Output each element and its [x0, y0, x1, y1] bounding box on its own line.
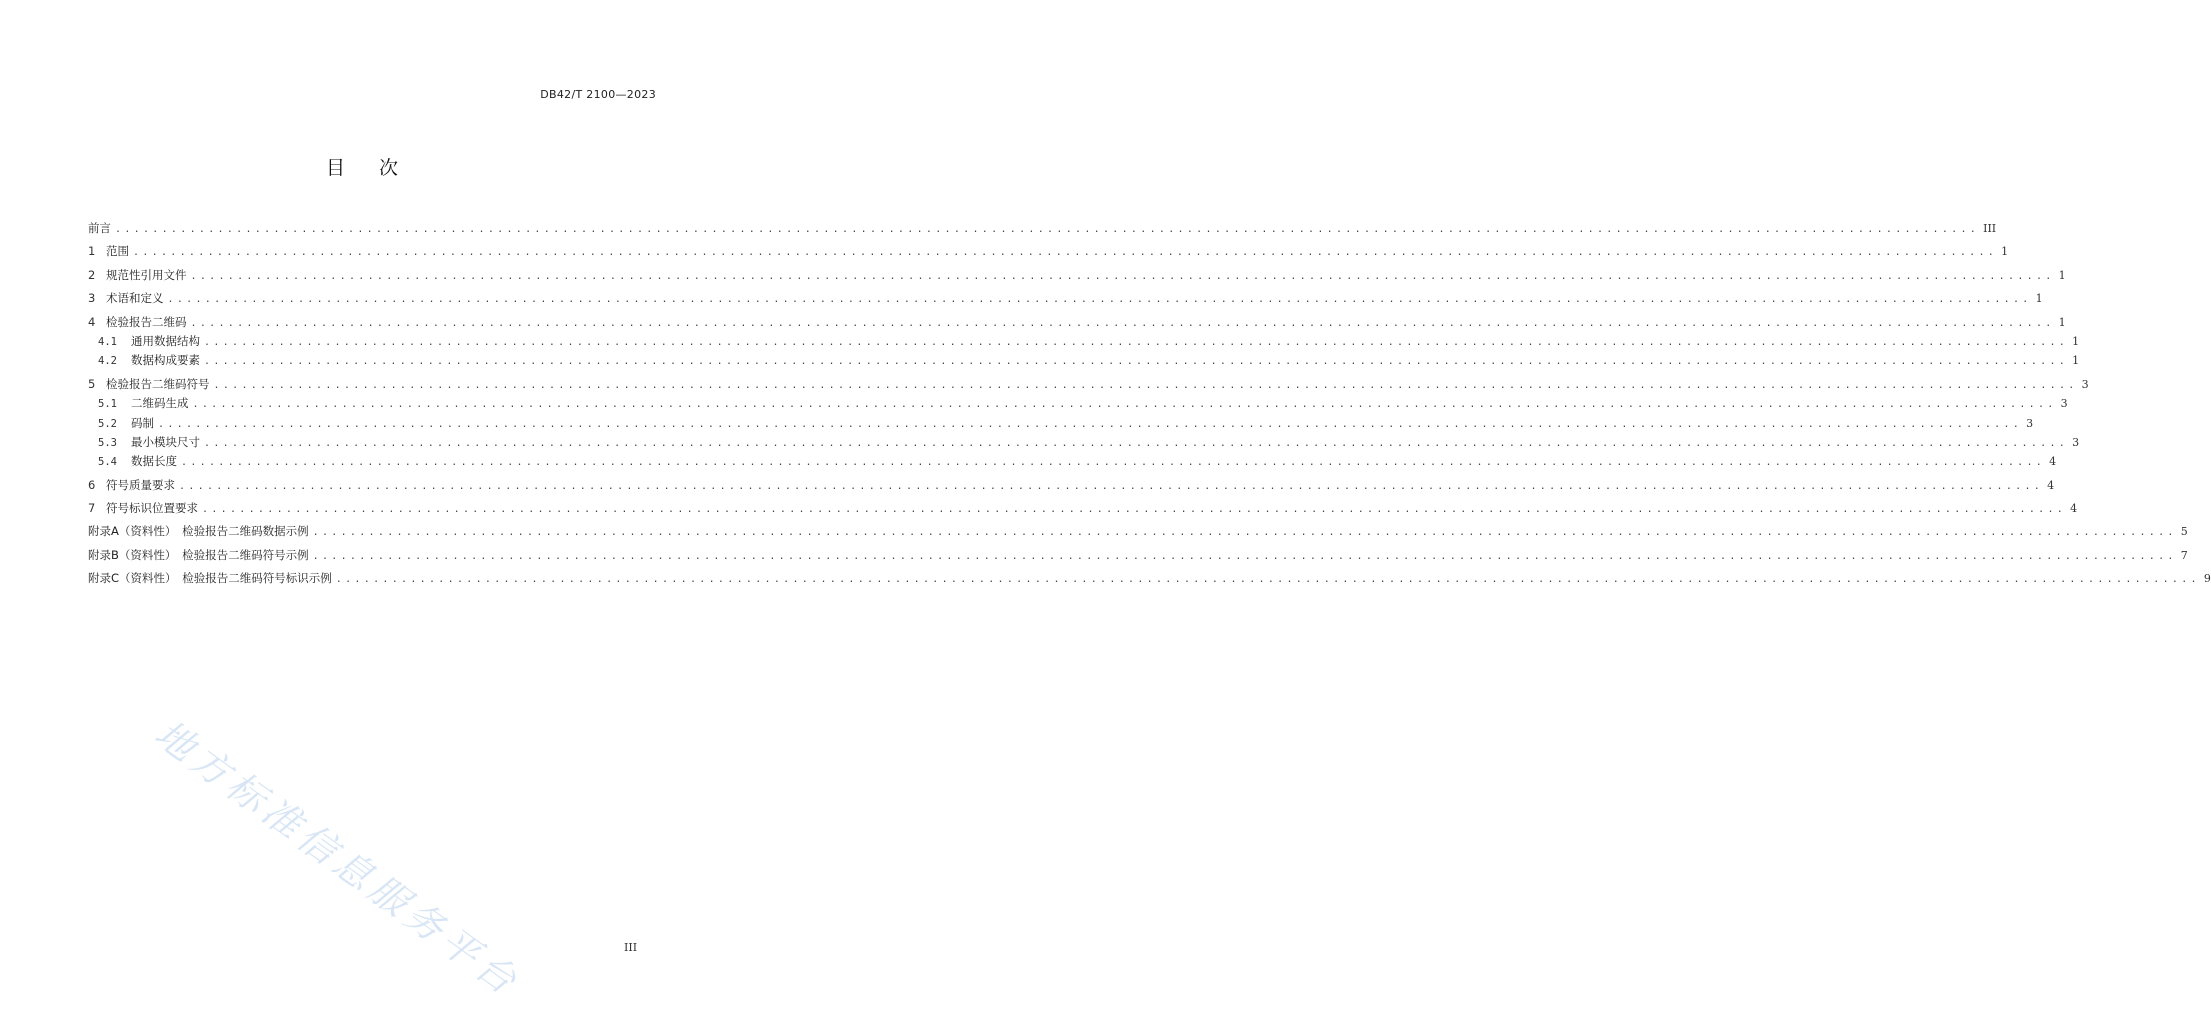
- toc-entry-label: 范围: [106, 244, 129, 259]
- toc-entry-number: 5.2: [98, 417, 117, 430]
- toc-entry[interactable]: [88, 313, 2066, 332]
- toc-entry-number: 7: [88, 501, 96, 516]
- toc-entry-page: 3: [2026, 416, 2034, 430]
- toc-leader-dots: ........................................................................................................................................................................................................: [312, 550, 2177, 562]
- toc-entry-page: 1: [2072, 354, 2080, 368]
- toc-entry-page: 3: [2060, 397, 2068, 411]
- toc-entry-page: III: [1983, 222, 1997, 235]
- toc-entry-page: 1: [2058, 315, 2066, 329]
- toc-entry-page: 1: [2058, 268, 2066, 282]
- toc-entry-label: 前言: [88, 221, 111, 235]
- toc-entry-page: 3: [2072, 435, 2080, 449]
- toc-entry-number: 5.4: [98, 456, 117, 469]
- toc-entry-number: 6: [88, 477, 96, 492]
- page-number: III: [624, 941, 638, 954]
- toc-entry-label: 数据长度: [131, 454, 177, 469]
- toc-entry[interactable]: [88, 569, 2211, 588]
- toc-leader-dots: ........................................................................................................................................................................................................: [158, 418, 2023, 430]
- toc-entry-label: 术语和定义: [106, 291, 164, 306]
- toc-entry-label: 附录B（资料性） 检验报告二维码符号示例: [88, 547, 309, 562]
- toc-leader-dots: ........................................................................................................................................................................................................: [179, 480, 2044, 492]
- toc-entry-label: 二维码生成: [131, 396, 189, 411]
- toc-entry[interactable]: [88, 499, 2078, 518]
- toc-leader-dots: ........................................................................................................................................................................................................: [204, 437, 2069, 449]
- toc-entry-page: 4: [2070, 502, 2078, 516]
- toc-entry-number: 5: [88, 376, 96, 391]
- toc-leader-dots: ........................................................................................................................................................................................................: [204, 356, 2069, 368]
- toc-entry-label: 附录C（资料性） 检验报告二维码符号标识示例: [88, 571, 332, 586]
- toc-entry[interactable]: [88, 546, 2188, 565]
- toc-entry-number: 5.3: [98, 436, 117, 449]
- toc-entry-label: 通用数据结构: [131, 333, 200, 348]
- toc-leader-dots: ........................................................................................................................................................................................................: [190, 270, 2055, 282]
- table-of-contents: [88, 219, 2211, 593]
- document-code: DB42/T 2100—2023: [540, 88, 656, 101]
- toc-leader-dots: ........................................................................................................................................................................................................: [192, 399, 2057, 411]
- toc-leader-dots: ........................................................................................................................................................................................................: [202, 504, 2067, 516]
- toc-entry-page: 1: [2001, 245, 2009, 259]
- toc-entry-page: 1: [2072, 334, 2080, 348]
- toc-entry-number: 2: [88, 267, 96, 282]
- toc-entry-page: 4: [2049, 455, 2057, 469]
- toc-entry-number: 1: [88, 244, 96, 259]
- toc-entry-label: 附录A（资料性） 检验报告二维码数据示例: [88, 524, 309, 539]
- toc-entry-page: 5: [2180, 525, 2188, 539]
- toc-entry-page: 4: [2047, 478, 2055, 492]
- toc-leader-dots: ........................................................................................................................................................................................................: [167, 294, 2032, 306]
- toc-entry[interactable]: [88, 452, 2057, 471]
- toc-leader-dots: ........................................................................................................................................................................................................: [115, 224, 1980, 235]
- toc-leader-dots: ........................................................................................................................................................................................................: [213, 379, 2078, 391]
- toc-entry-page: 7: [2180, 548, 2188, 562]
- toc-entry[interactable]: [88, 522, 2188, 541]
- toc-entry[interactable]: [88, 394, 2068, 413]
- toc-leader-dots: ........................................................................................................................................................................................................: [335, 574, 2200, 586]
- toc-entry-label: 检验报告二维码: [106, 314, 187, 329]
- toc-entry-number: 4.2: [98, 355, 117, 368]
- toc-entry-number: 5.1: [98, 398, 117, 411]
- toc-entry[interactable]: [88, 289, 2043, 308]
- toc-entry-label: 符号质量要求: [106, 477, 175, 492]
- toc-entry-page: 3: [2081, 377, 2089, 391]
- page-title: 目次: [325, 157, 432, 179]
- toc-entry[interactable]: [88, 351, 2080, 370]
- toc-entry-label: 检验报告二维码符号: [106, 376, 210, 391]
- toc-entry-page: 1: [2035, 292, 2043, 306]
- toc-entry[interactable]: [88, 332, 2080, 351]
- toc-leader-dots: ........................................................................................................................................................................................................: [133, 247, 1998, 259]
- toc-entry[interactable]: [88, 433, 2080, 452]
- toc-entry-label: 码制: [131, 415, 154, 430]
- toc-entry[interactable]: [88, 375, 2089, 394]
- toc-leader-dots: ........................................................................................................................................................................................................: [204, 336, 2069, 348]
- watermark: 地方标准信息服务平台: [146, 711, 529, 1006]
- toc-entry-label: 符号标识位置要求: [106, 501, 198, 516]
- toc-leader-dots: ........................................................................................................................................................................................................: [312, 527, 2177, 539]
- toc-entry-number: 4.1: [98, 335, 117, 348]
- toc-entry[interactable]: [88, 414, 2034, 433]
- toc-entry-label: 最小模块尺寸: [131, 434, 200, 449]
- toc-entry-number: 4: [88, 314, 96, 329]
- toc-entry[interactable]: [88, 266, 2066, 285]
- toc-entry-label: 规范性引用文件: [106, 267, 187, 282]
- toc-entry-page: 9: [2203, 572, 2211, 586]
- toc-entry-label: 数据构成要素: [131, 353, 200, 368]
- toc-entry[interactable]: [88, 219, 1997, 238]
- toc-entry[interactable]: [88, 476, 2055, 495]
- toc-entry[interactable]: [88, 242, 2009, 261]
- toc-leader-dots: ........................................................................................................................................................................................................: [190, 317, 2055, 329]
- toc-entry-number: 3: [88, 291, 96, 306]
- toc-leader-dots: ........................................................................................................................................................................................................: [181, 457, 2046, 469]
